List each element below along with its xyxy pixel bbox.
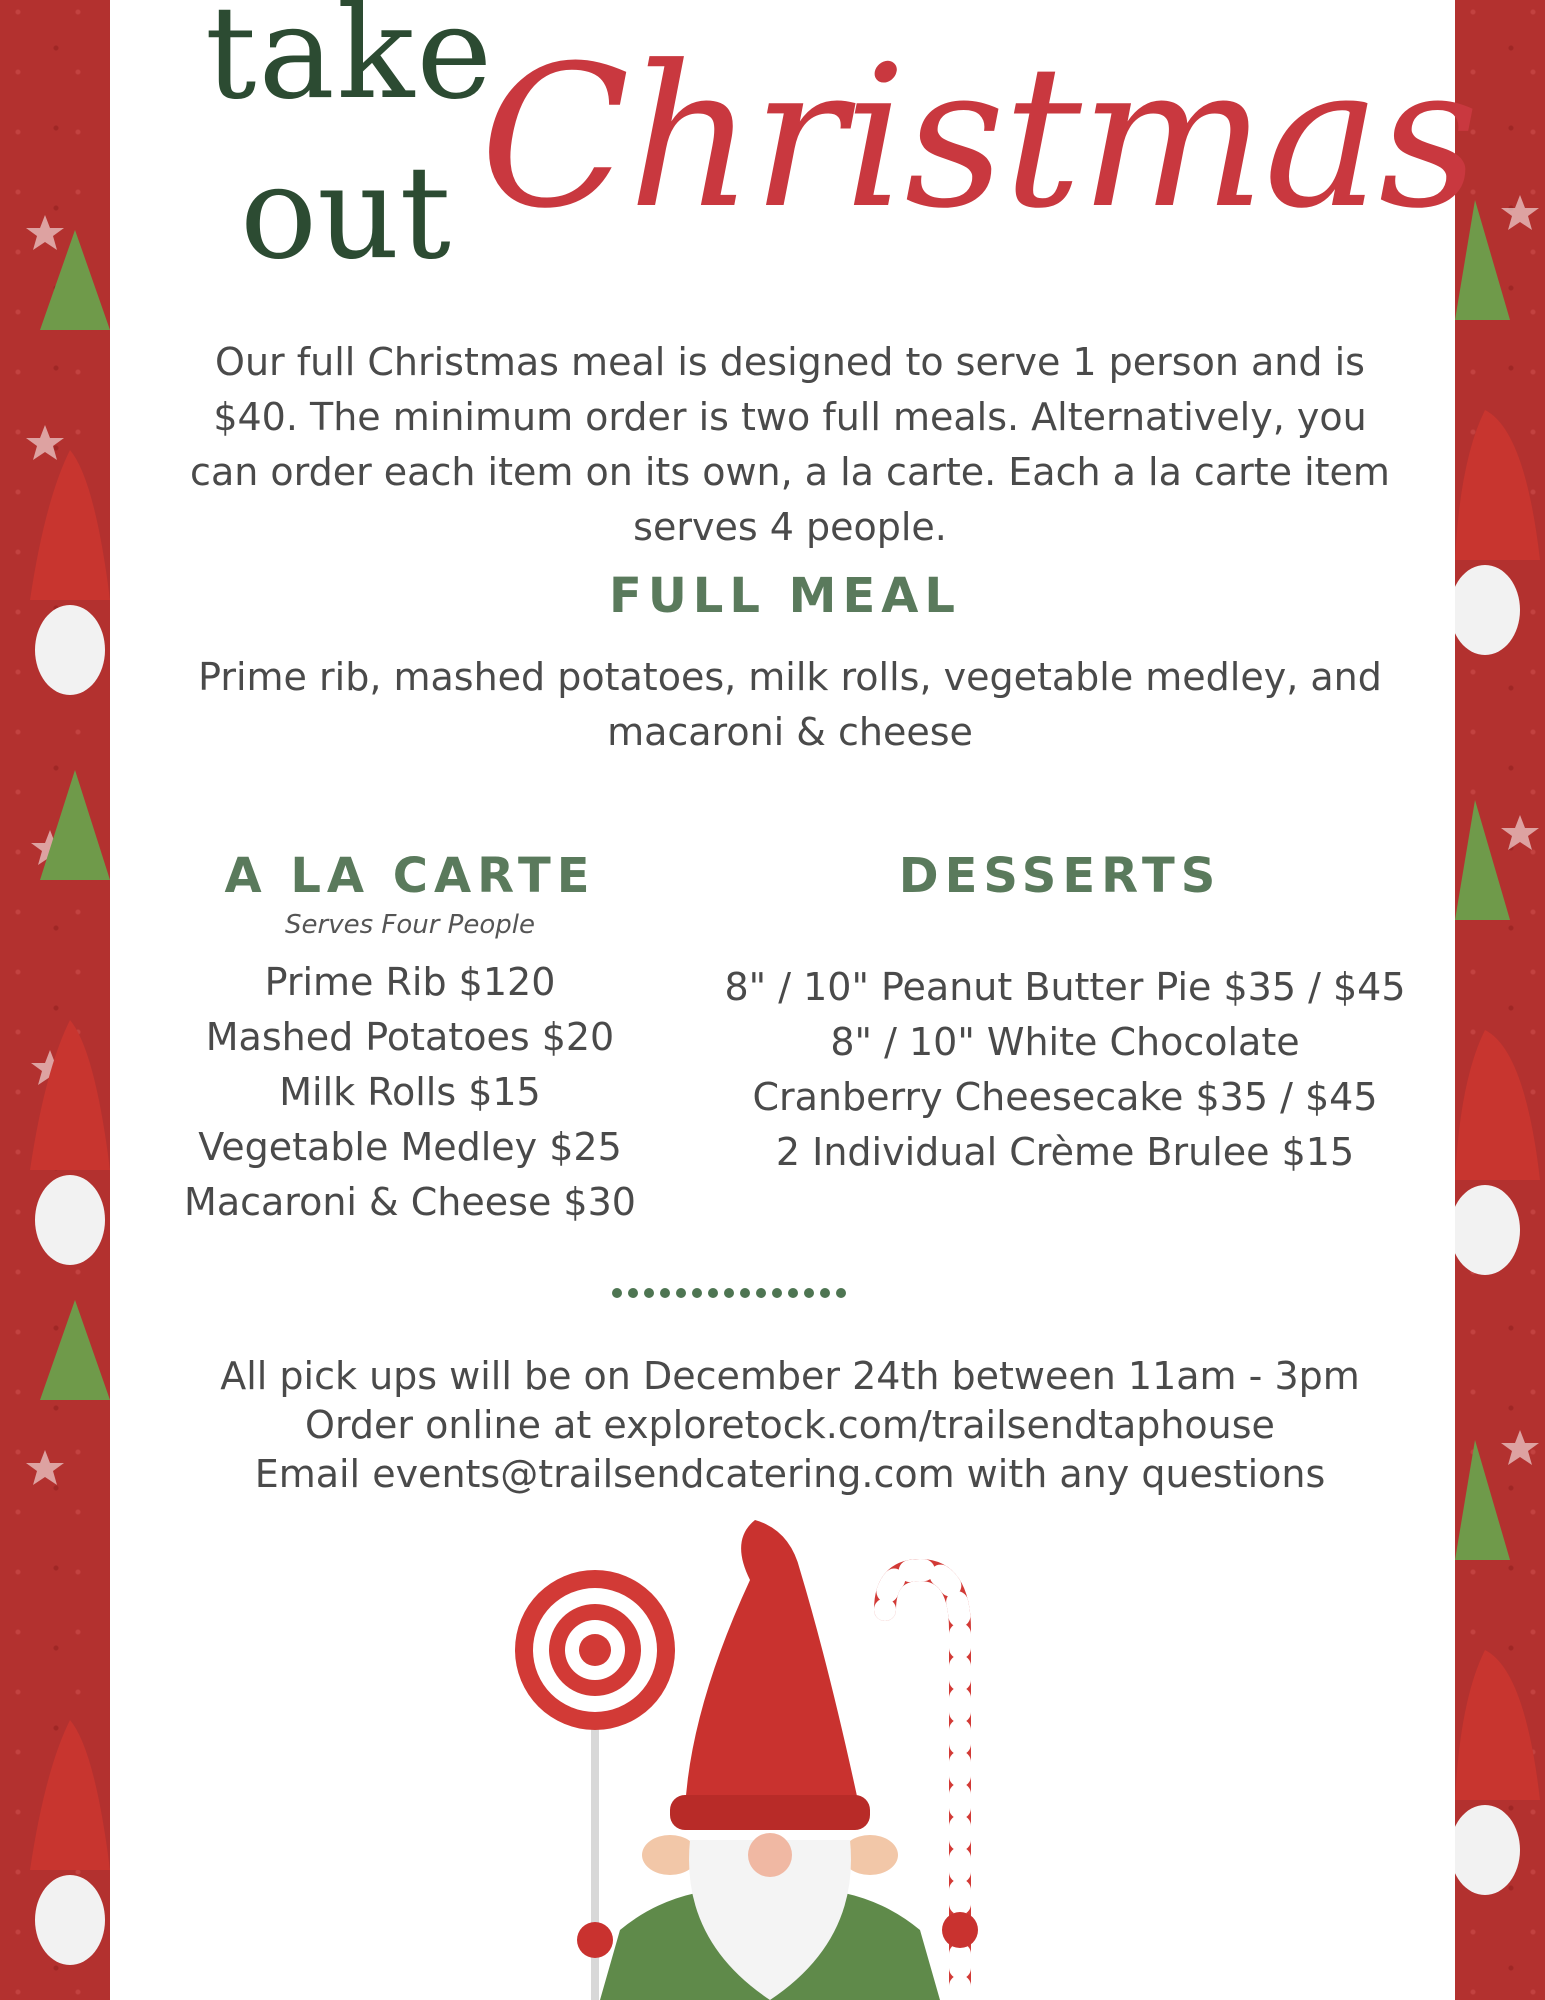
list-item: Macaroni & Cheese $30 (184, 1180, 636, 1224)
desserts-heading: DESSERTS (898, 848, 1222, 904)
right-decorative-border (1455, 0, 1545, 2000)
title-take: take (205, 0, 495, 128)
footer-info (150, 1352, 1430, 1499)
dotted-divider (612, 1288, 932, 1302)
full-meal-description: Prime rib, mashed potatoes, milk rolls, vegetable medley, and macaroni & cheese (198, 655, 1382, 754)
a-la-carte-list (160, 955, 660, 1230)
list-item: Milk Rolls $15 (279, 1070, 541, 1114)
gnome-pattern-left (0, 0, 110, 2000)
email-info: Email events@trailsendcatering.com with any questions (254, 1452, 1326, 1496)
pickup-info: All pick ups will be on December 24th between 11am - 3pm (220, 1354, 1360, 1398)
list-item: 8" / 10" Peanut Butter Pie $35 / $45 (724, 965, 1406, 1009)
left-decorative-border (0, 0, 110, 2000)
gnome-illustration (500, 1510, 1060, 2000)
title-christmas-script: Christmas (480, 24, 1478, 252)
list-item: 2 Individual Crème Brulee $15 (775, 1130, 1355, 1174)
list-item: Prime Rib $120 (264, 960, 556, 1004)
intro-paragraph: Our full Christmas meal is designed to serve 1 person and is $40. The minimum order is two full meals. Alternatively, you can order each item on its own, a la carte. Each a la carte item serves 4 people. (190, 340, 1390, 549)
list-item: Cranberry Cheesecake $35 / $45 (752, 1075, 1378, 1119)
gnome-pattern-right (1455, 0, 1545, 2000)
list-item: 8" / 10" White Chocolate (830, 1020, 1300, 1064)
title-out: out (240, 139, 451, 288)
full-meal-heading: FULL MEAL (609, 568, 961, 624)
a-la-carte-subheading: Serves Four People (285, 910, 535, 940)
list-item: Mashed Potatoes $20 (205, 1015, 615, 1059)
desserts-list (680, 960, 1450, 1180)
order-online-info: Order online at exploretock.com/trailsendtaphouse (305, 1403, 1275, 1447)
a-la-carte-heading: A LA CARTE (224, 848, 596, 904)
list-item: Vegetable Medley $25 (198, 1125, 622, 1169)
